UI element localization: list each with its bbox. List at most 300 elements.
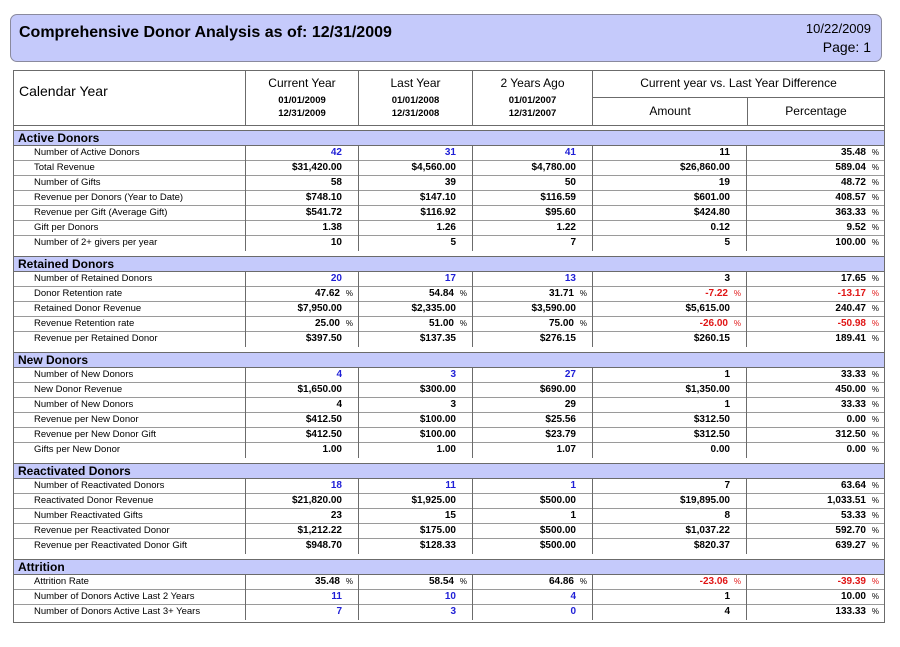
cell-value: $147.10: [419, 192, 456, 203]
cell-value: 58.54: [428, 576, 454, 587]
cell-value: 33.33: [840, 369, 866, 380]
current-year-to: 12/31/2009: [278, 108, 326, 119]
last-year-cell: [358, 428, 472, 443]
difference-amount-cell: [592, 443, 746, 458]
row-label: Revenue per New Donor Gift: [34, 429, 156, 440]
row-label: Retained Donor Revenue: [34, 303, 142, 314]
difference-percentage-cell: [746, 317, 884, 332]
difference-amount-cell: [592, 287, 746, 302]
cell-value: $21,820.00: [291, 495, 342, 506]
cell-value: 33.33: [840, 399, 866, 410]
percent-symbol: %: [733, 319, 741, 328]
difference-amount-cell: [592, 383, 746, 398]
cell-value: 189.41: [835, 333, 866, 344]
current-year-cell: [245, 428, 358, 443]
cell-value: $1,350.00: [685, 384, 730, 395]
current-year-header: [245, 71, 358, 125]
percent-symbol: %: [871, 148, 879, 157]
difference-amount-cell: [592, 302, 746, 317]
cell-value: 639.27: [835, 540, 866, 551]
cell-value: 54.84: [428, 288, 454, 299]
cell-value: $95.60: [545, 207, 576, 218]
cell-value: $397.50: [305, 333, 342, 344]
last-year-cell: [358, 206, 472, 221]
table-row: [14, 191, 884, 206]
cell-value: 1.26: [436, 222, 456, 233]
cell-value: $412.50: [305, 414, 342, 425]
last-year-cell: [358, 494, 472, 509]
cell-value: 20: [330, 273, 342, 284]
percent-symbol: %: [459, 319, 467, 328]
current-year-cell: [245, 221, 358, 236]
difference-amount-cell: [592, 272, 746, 287]
cell-value: 1.07: [556, 444, 576, 455]
table-row: [14, 575, 884, 590]
percent-symbol: %: [871, 607, 879, 616]
percent-symbol: %: [871, 238, 879, 247]
row-label: Number of Donors Active Last 2 Years: [34, 591, 195, 602]
cell-value: 19: [718, 177, 730, 188]
last-year-cell: [358, 236, 472, 251]
cell-value: 1: [724, 399, 730, 410]
cell-value: $500.00: [539, 495, 576, 506]
percent-symbol: %: [871, 193, 879, 202]
cell-value: 35.48: [840, 147, 866, 158]
row-label: Total Revenue: [34, 162, 95, 173]
difference-amount-cell: [592, 524, 746, 539]
percent-symbol: %: [871, 445, 879, 454]
row-label: Revenue per Retained Donor: [34, 333, 158, 344]
two-years-ago-cell: [472, 191, 592, 206]
cell-value: 100.00: [835, 237, 866, 248]
current-year-cell: [245, 176, 358, 191]
table-row: [14, 509, 884, 524]
cell-value: 0: [570, 606, 576, 617]
page-number: Page: 1: [822, 39, 871, 55]
section-active-donors: [14, 130, 884, 251]
cell-value: 1: [570, 510, 576, 521]
difference-percentage-cell: [746, 428, 884, 443]
table-row: [14, 287, 884, 302]
two-years-ago-cell: [472, 575, 592, 590]
row-label: Number of Gifts: [34, 177, 101, 188]
two-years-ago-cell: [472, 428, 592, 443]
section-title: Reactivated Donors: [14, 463, 884, 479]
cell-value: $26,860.00: [679, 162, 730, 173]
row-label: Number Reactivated Gifts: [34, 510, 143, 521]
cell-value: 3: [450, 606, 456, 617]
current-year-cell: [245, 206, 358, 221]
difference-amount-cell: [592, 398, 746, 413]
table-row: [14, 161, 884, 176]
last-year-cell: [358, 524, 472, 539]
difference-amount-cell: [592, 413, 746, 428]
cell-value: 1,033.51: [827, 495, 866, 506]
cell-value: -39.39: [837, 576, 866, 587]
section-retained-donors: [14, 256, 884, 347]
cell-value: 4: [724, 606, 730, 617]
cell-value: 3: [450, 399, 456, 410]
row-label: Number of Donors Active Last 3+ Years: [34, 606, 201, 617]
difference-amount-cell: [592, 428, 746, 443]
last-year-cell: [358, 287, 472, 302]
cell-value: -23.06: [699, 576, 728, 587]
cell-value: $424.80: [693, 207, 730, 218]
section-reactivated-donors: [14, 463, 884, 554]
two-years-ago-header: [472, 71, 592, 125]
cell-value: 363.33: [835, 207, 866, 218]
percent-symbol: %: [871, 400, 879, 409]
percent-symbol: %: [871, 541, 879, 550]
difference-percentage-cell: [746, 590, 884, 605]
table-row: [14, 176, 884, 191]
cell-value: 0.00: [846, 414, 866, 425]
row-label: Revenue per Donors (Year to Date): [34, 192, 184, 203]
last-year-cell: [358, 302, 472, 317]
table-row: [14, 221, 884, 236]
difference-percentage-cell: [746, 398, 884, 413]
two-years-ago-cell: [472, 509, 592, 524]
run-date: 10/22/2009: [805, 21, 871, 36]
cell-value: 1.00: [436, 444, 456, 455]
table-row: [14, 206, 884, 221]
difference-label: Current year vs. Last Year Difference: [640, 76, 837, 90]
cell-value: $116.92: [420, 207, 456, 218]
current-year-cell: [245, 443, 358, 458]
cell-value: 3: [724, 273, 730, 284]
cell-value: 11: [445, 480, 456, 491]
current-year-cell: [245, 383, 358, 398]
current-year-cell: [245, 524, 358, 539]
difference-percentage-cell: [746, 272, 884, 287]
cell-value: 1: [724, 591, 730, 602]
cell-value: $137.35: [419, 333, 456, 344]
percent-symbol: %: [459, 577, 467, 586]
cell-value: 31: [444, 147, 456, 158]
percent-symbol: %: [871, 334, 879, 343]
cell-value: 17: [444, 273, 456, 284]
cell-value: 9.52: [846, 222, 866, 233]
two-years-ago-cell: [472, 287, 592, 302]
cell-value: $1,650.00: [297, 384, 342, 395]
difference-amount-cell: [592, 332, 746, 347]
table-row: [14, 605, 884, 620]
cell-value: 13: [564, 273, 576, 284]
row-label: Number of New Donors: [34, 369, 134, 380]
difference-amount-cell: [592, 494, 746, 509]
current-year-cell: [245, 413, 358, 428]
difference-amount-cell: [592, 605, 746, 620]
row-label: Number of New Donors: [34, 399, 134, 410]
cell-value: 17.65: [840, 273, 866, 284]
difference-percentage-cell: [746, 494, 884, 509]
row-label: Revenue Retention rate: [34, 318, 135, 329]
cell-value: 42: [330, 147, 342, 158]
cell-value: -50.98: [837, 318, 866, 329]
row-label: Number of Active Donors: [34, 147, 140, 158]
table-row: [14, 302, 884, 317]
row-label: Reactivated Donor Revenue: [34, 495, 154, 506]
current-year-cell: [245, 287, 358, 302]
two-years-ago-cell: [472, 272, 592, 287]
percent-symbol: %: [871, 304, 879, 313]
cell-value: $412.50: [305, 429, 342, 440]
last-year-cell: [358, 413, 472, 428]
difference-amount-cell: [592, 590, 746, 605]
cell-value: 7: [724, 480, 730, 491]
difference-percentage-cell: [746, 413, 884, 428]
row-label: Attrition Rate: [34, 576, 89, 587]
percent-symbol: %: [871, 511, 879, 520]
difference-amount-cell: [592, 509, 746, 524]
section-title: Active Donors: [14, 130, 884, 146]
cell-value: $1,037.22: [685, 525, 730, 536]
table-row: [14, 524, 884, 539]
row-label: Number of Retained Donors: [34, 273, 153, 284]
percent-symbol: %: [871, 481, 879, 490]
report-table: [13, 70, 885, 623]
current-year-cell: [245, 398, 358, 413]
percent-symbol: %: [871, 178, 879, 187]
cell-value: $312.50: [693, 414, 730, 425]
cell-value: 5: [724, 237, 730, 248]
percent-symbol: %: [871, 526, 879, 535]
current-year-cell: [245, 605, 358, 620]
percent-symbol: %: [871, 592, 879, 601]
table-row: [14, 317, 884, 332]
difference-percentage-cell: [746, 146, 884, 161]
difference-amount-cell: [592, 206, 746, 221]
percent-symbol: %: [345, 289, 353, 298]
difference-percentage-cell: [746, 524, 884, 539]
last-year-label: Last Year: [390, 76, 441, 90]
cell-value: 5: [450, 237, 456, 248]
cell-value: $1,212.22: [297, 525, 342, 536]
column-header: [14, 71, 884, 126]
difference-percentage-cell: [746, 206, 884, 221]
row-label: Revenue per Reactivated Donor Gift: [34, 540, 188, 551]
row-label: Revenue per Reactivated Donor: [34, 525, 170, 536]
cell-value: 450.00: [835, 384, 866, 395]
table-row: [14, 398, 884, 413]
row-label: New Donor Revenue: [34, 384, 123, 395]
percent-symbol: %: [871, 430, 879, 439]
two-years-ago-cell: [472, 221, 592, 236]
difference-percentage-cell: [746, 332, 884, 347]
difference-percentage-cell: [746, 605, 884, 620]
current-year-cell: [245, 590, 358, 605]
last-year-cell: [358, 221, 472, 236]
cell-value: $500.00: [539, 525, 576, 536]
table-row: [14, 146, 884, 161]
difference-percentage-cell: [746, 509, 884, 524]
last-year-cell: [358, 272, 472, 287]
current-year-cell: [245, 494, 358, 509]
two-years-ago-cell: [472, 383, 592, 398]
cell-value: 41: [564, 147, 576, 158]
cell-value: 312.50: [835, 429, 866, 440]
cell-value: 133.33: [835, 606, 866, 617]
current-year-cell: [245, 146, 358, 161]
current-year-cell: [245, 191, 358, 206]
difference-amount-cell: [592, 191, 746, 206]
calendar-year-label: Calendar Year: [19, 83, 108, 99]
table-row: [14, 590, 884, 605]
percent-symbol: %: [871, 577, 879, 586]
table-row: [14, 539, 884, 554]
cell-value: 18: [330, 480, 342, 491]
current-year-cell: [245, 539, 358, 554]
percent-symbol: %: [871, 274, 879, 283]
cell-value: $500.00: [539, 540, 576, 551]
last-year-cell: [358, 368, 472, 383]
cell-value: $4,780.00: [531, 162, 576, 173]
cell-value: $25.56: [545, 414, 576, 425]
two-years-ago-cell: [472, 539, 592, 554]
difference-percentage-cell: [746, 302, 884, 317]
difference-percentage-cell: [746, 287, 884, 302]
cell-value: 8: [724, 510, 730, 521]
cell-value: 48.72: [840, 177, 866, 188]
percent-symbol: %: [871, 223, 879, 232]
percent-symbol: %: [871, 370, 879, 379]
table-row: [14, 236, 884, 251]
table-row: [14, 332, 884, 347]
row-label: Gifts per New Donor: [34, 444, 121, 455]
two-years-ago-cell: [472, 590, 592, 605]
cell-value: 0.00: [710, 444, 730, 455]
current-year-cell: [245, 368, 358, 383]
cell-value: -26.00: [699, 318, 728, 329]
cell-value: 3: [450, 369, 456, 380]
cell-value: $5,615.00: [685, 303, 730, 314]
last-year-cell: [358, 443, 472, 458]
cell-value: $19,895.00: [679, 495, 730, 506]
two-years-ago-to: 12/31/2007: [508, 108, 557, 119]
percent-symbol: %: [345, 577, 353, 586]
cell-value: 64.86: [548, 576, 574, 587]
difference-percentage-cell: [746, 443, 884, 458]
percent-symbol: %: [579, 289, 587, 298]
difference-amount-cell: [592, 575, 746, 590]
percent-symbol: %: [871, 163, 879, 172]
percent-symbol: %: [871, 319, 879, 328]
current-year-cell: [245, 302, 358, 317]
percentage-header: Percentage: [747, 97, 884, 125]
difference-amount-cell: [592, 146, 746, 161]
table-row: [14, 479, 884, 494]
cell-value: $276.15: [539, 333, 576, 344]
current-year-cell: [245, 575, 358, 590]
difference-amount-cell: [592, 479, 746, 494]
cell-value: $948.70: [305, 540, 342, 551]
cell-value: 53.33: [840, 510, 866, 521]
two-years-ago-cell: [472, 494, 592, 509]
last-year-cell: [358, 605, 472, 620]
cell-value: $116.59: [540, 192, 576, 203]
row-label: Number of Reactivated Donors: [34, 480, 165, 491]
section-title: Attrition: [14, 559, 884, 575]
cell-value: 31.71: [548, 288, 574, 299]
row-label: Number of 2+ givers per year: [34, 237, 158, 248]
cell-value: 10: [444, 591, 456, 602]
table-row: [14, 368, 884, 383]
cell-value: 29: [564, 399, 576, 410]
difference-percentage-cell: [746, 191, 884, 206]
percent-symbol: %: [733, 289, 741, 298]
cell-value: 35.48: [314, 576, 340, 587]
row-label: Revenue per Gift (Average Gift): [34, 207, 168, 218]
cell-value: $128.33: [419, 540, 456, 551]
table-row: [14, 428, 884, 443]
cell-value: 39: [444, 177, 456, 188]
last-year-header: [358, 71, 472, 125]
cell-value: $541.72: [305, 207, 342, 218]
two-years-ago-cell: [472, 413, 592, 428]
last-year-from: 01/01/2008: [391, 95, 440, 106]
cell-value: $748.10: [305, 192, 342, 203]
percent-symbol: %: [871, 415, 879, 424]
last-year-cell: [358, 161, 472, 176]
difference-amount-cell: [592, 317, 746, 332]
cell-value: 7: [336, 606, 342, 617]
two-years-ago-cell: [472, 176, 592, 191]
current-year-label: Current Year: [268, 76, 336, 90]
percent-symbol: %: [579, 577, 587, 586]
cell-value: 23: [330, 510, 342, 521]
difference-percentage-cell: [746, 575, 884, 590]
current-year-cell: [245, 509, 358, 524]
cell-value: $601.00: [693, 192, 730, 203]
percent-symbol: %: [459, 289, 467, 298]
last-year-cell: [358, 332, 472, 347]
table-row: [14, 443, 884, 458]
row-label: Revenue per New Donor: [34, 414, 139, 425]
percent-symbol: %: [871, 385, 879, 394]
cell-value: $4,560.00: [411, 162, 456, 173]
cell-value: 7: [570, 237, 576, 248]
row-label: Donor Retention rate: [34, 288, 123, 299]
current-year-cell: [245, 161, 358, 176]
cell-value: 63.64: [840, 480, 866, 491]
current-year-cell: [245, 479, 358, 494]
percent-symbol: %: [871, 208, 879, 217]
last-year-cell: [358, 398, 472, 413]
difference-percentage-cell: [746, 221, 884, 236]
cell-value: $300.00: [419, 384, 456, 395]
cell-value: $100.00: [419, 429, 456, 440]
difference-amount-cell: [592, 161, 746, 176]
difference-percentage-cell: [746, 176, 884, 191]
difference-amount-cell: [592, 539, 746, 554]
cell-value: 1: [570, 480, 576, 491]
cell-value: 589.04: [835, 162, 866, 173]
cell-value: 240.47: [835, 303, 866, 314]
difference-percentage-cell: [746, 236, 884, 251]
cell-value: $2,335.00: [411, 303, 456, 314]
current-year-cell: [245, 236, 358, 251]
cell-value: 10.00: [840, 591, 866, 602]
cell-value: 592.70: [835, 525, 866, 536]
cell-value: $7,950.00: [297, 303, 342, 314]
amount-header: Amount: [593, 97, 747, 125]
cell-value: 27: [564, 369, 576, 380]
difference-percentage-cell: [746, 161, 884, 176]
cell-value: 1: [724, 369, 730, 380]
last-year-cell: [358, 146, 472, 161]
two-years-ago-cell: [472, 479, 592, 494]
two-years-ago-cell: [472, 368, 592, 383]
